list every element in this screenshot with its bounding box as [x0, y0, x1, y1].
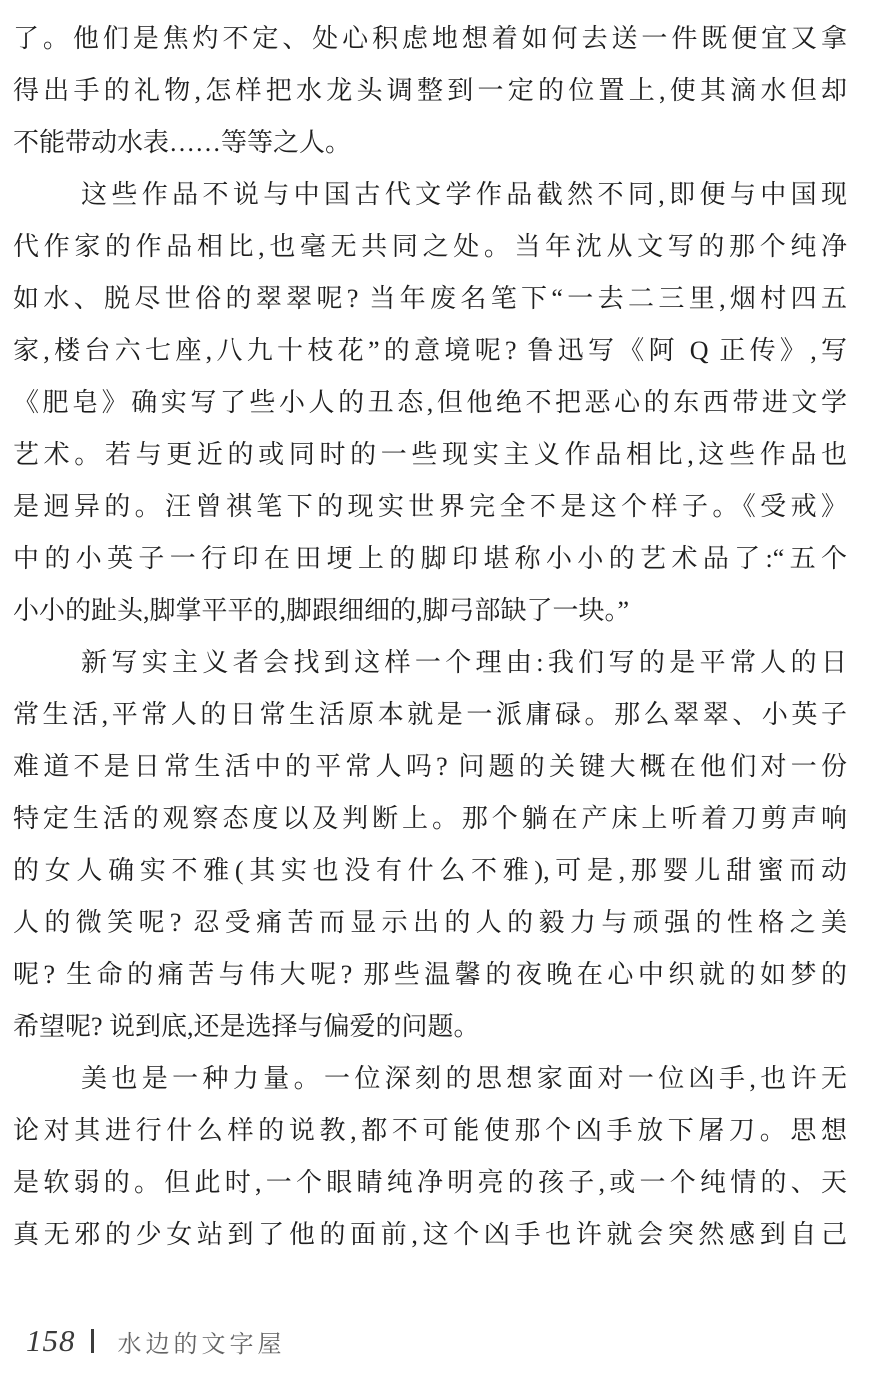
text-line: 难道不是日常生活中的平常人吗? 问题的关键大概在他们对一份	[13, 752, 847, 781]
text-line: 呢? 生命的痛苦与伟大呢? 那些温馨的夜晚在心中织就的如梦的	[13, 960, 847, 989]
text-line: 是迥异的。汪曾祺笔下的现实世界完全不是这个样子。《受戒》	[13, 492, 847, 521]
text-line: 中的小英子一行印在田埂上的脚印堪称小小的艺术品了:“五个	[13, 544, 847, 573]
text-line: 家,楼台六七座,八九十枝花”的意境呢? 鲁迅写《阿 Q 正传》,写	[13, 336, 847, 365]
text-line: 艺术。若与更近的或同时的一些现实主义作品相比,这些作品也	[13, 440, 847, 469]
text-line: 得出手的礼物,怎样把水龙头调整到一定的位置上,使其滴水但却	[13, 76, 847, 105]
text-line: 特定生活的观察态度以及判断上。那个躺在产床上听着刀剪声响	[13, 804, 847, 833]
text-line: 小小的趾头,脚掌平平的,脚跟细细的,脚弓部缺了一块。”	[13, 596, 630, 625]
text-line: 的女人确实不雅(其实也没有什么不雅),可是,那婴儿甜蜜而动	[13, 856, 847, 885]
text-line: 这些作品不说与中国古代文学作品截然不同,即便与中国现	[81, 180, 847, 209]
text-line: 如水、脱尽世俗的翠翠呢? 当年废名笔下“一去二三里,烟村四五	[13, 284, 847, 313]
text-line: 人的微笑呢? 忍受痛苦而显示出的人的毅力与顽强的性格之美	[13, 908, 847, 937]
text-line: 不能带动水表……等等之人。	[13, 128, 352, 157]
page-number: 158	[26, 1323, 76, 1358]
text-line: 美也是一种力量。一位深刻的思想家面对一位凶手,也许无	[81, 1064, 847, 1093]
page-footer	[26, 1318, 286, 1364]
text-line: 论对其进行什么样的说教,都不可能使那个凶手放下屠刀。思想	[13, 1116, 847, 1145]
text-line: 常生活,平常人的日常生活原本就是一派庸碌。那么翠翠、小英子	[13, 700, 847, 729]
book-title: 水边的文字屋	[117, 1330, 286, 1358]
text-line: 真无邪的少女站到了他的面前,这个凶手也许就会突然感到自己	[13, 1220, 847, 1249]
text-line: 《肥皂》确实写了些小人的丑态,但他绝不把恶心的东西带进文学	[13, 388, 847, 417]
text-line: 希望呢? 说到底,还是选择与偏爱的问题。	[13, 1012, 480, 1041]
text-line: 新写实主义者会找到这样一个理由:我们写的是平常人的日	[81, 648, 847, 677]
text-line: 了。他们是焦灼不定、处心积虑地想着如何去送一件既便宜又拿	[13, 24, 847, 53]
text-line: 是软弱的。但此时,一个眼睛纯净明亮的孩子,或一个纯情的、天	[13, 1168, 847, 1197]
footer-separator-bar	[91, 1329, 94, 1353]
text-line: 代作家的作品相比,也毫无共同之处。当年沈从文写的那个纯净	[13, 232, 847, 261]
body-text	[13, 13, 847, 1261]
